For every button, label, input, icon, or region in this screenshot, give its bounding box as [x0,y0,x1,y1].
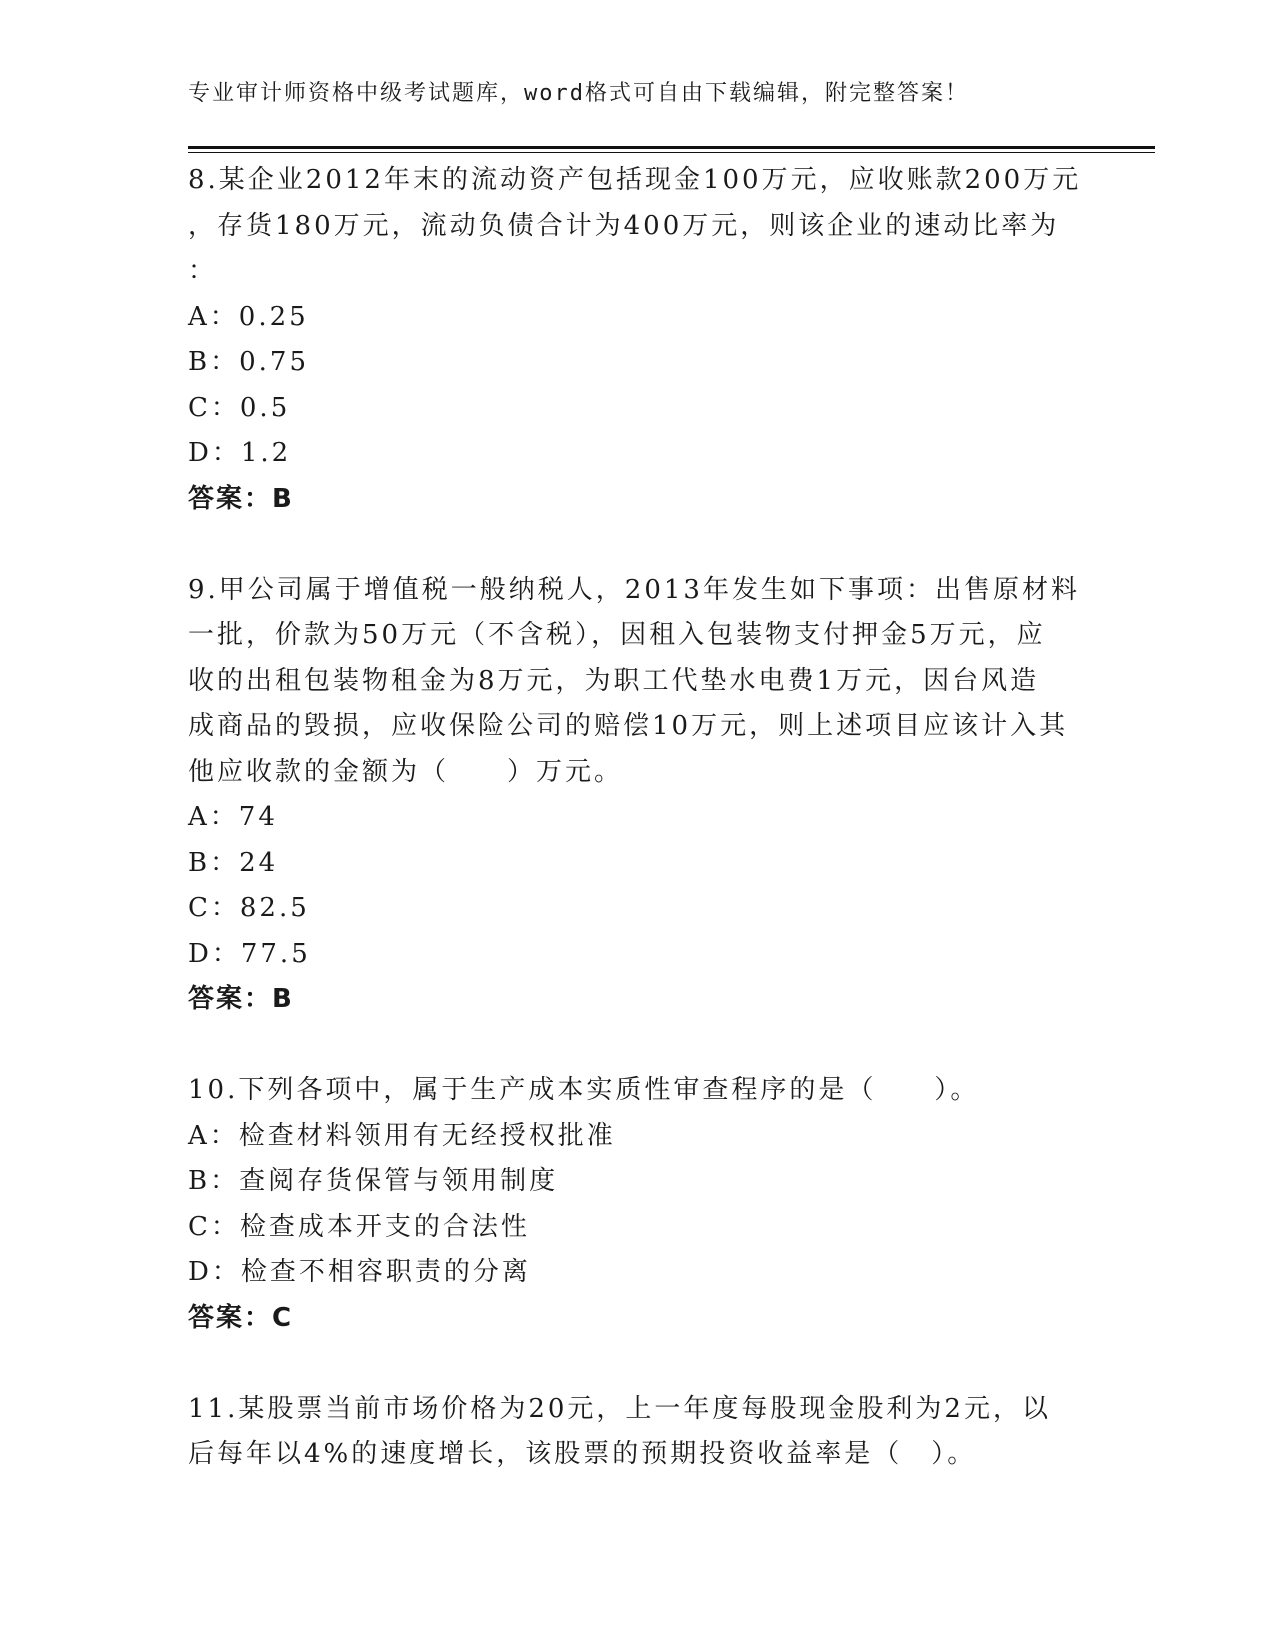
answer-line: 答案：B [188,483,294,514]
question-stem: ，存货180万元，流动负债合计为400万元，则该企业的速动比率为 [188,210,1060,241]
question-10 [188,1068,1088,1341]
question-8 [188,158,1088,522]
option-d: D：77.5 [188,938,311,969]
question-list [188,158,1088,1478]
option-b: B：0.75 [188,347,309,377]
header-rule [188,146,1155,149]
question-stem: 一批，价款为50万元（不含税），因租入包装物支付押金5万元，应 [188,620,1046,650]
page-header: 专业审计师资格中级考试题库，word格式可自由下载编辑，附完整答案！ [188,81,969,106]
question-stem: 成商品的毁损，应收保险公司的赔偿10万元，则上述项目应该计入其 [188,711,1069,741]
option-a: A：检查材料领用有无经授权批准 [188,1120,616,1151]
option-a: A：0.25 [188,301,309,332]
question-stem: 他应收款的金额为（ ）万元。 [188,756,624,787]
question-stem: 收的出租包装物租金为8万元，为职工代垫水电费1万元，因台风造 [188,665,1040,696]
option-b: B：24 [188,847,279,878]
option-a: A：74 [188,802,278,832]
option-c: C：0.5 [188,392,291,423]
answer-line: 答案：B [188,984,294,1014]
option-d: D：1.2 [188,438,292,468]
header-rule-thin [188,152,1155,153]
question-11 [188,1387,1088,1478]
question-stem: ： [188,256,218,286]
question-stem: 8.某企业2012年末的流动资产包括现金100万元，应收账款200万元 [188,165,1082,195]
spacer [188,522,1088,568]
option-b: B：查阅存货保管与领用制度 [188,1166,559,1196]
question-stem: 11.某股票当前市场价格为20元，上一年度每股现金股利为2元，以 [188,1393,1051,1424]
question-stem: 9.甲公司属于增值税一般纳税人，2013年发生如下事项：出售原材料 [188,574,1080,605]
question-stem: 10.下列各项中，属于生产成本实质性审查程序的是（ ）。 [188,1075,980,1105]
option-d: D：检查不相容职责的分离 [188,1257,531,1287]
spacer [188,1341,1088,1387]
option-c: C：检查成本开支的合法性 [188,1211,530,1242]
option-c: C：82.5 [188,893,310,923]
question-9 [188,568,1088,1023]
answer-line: 答案：C [188,1302,294,1333]
question-stem: 后每年以4%的速度增长，该股票的预期投资收益率是（ ）。 [188,1439,977,1469]
spacer [188,1023,1088,1069]
